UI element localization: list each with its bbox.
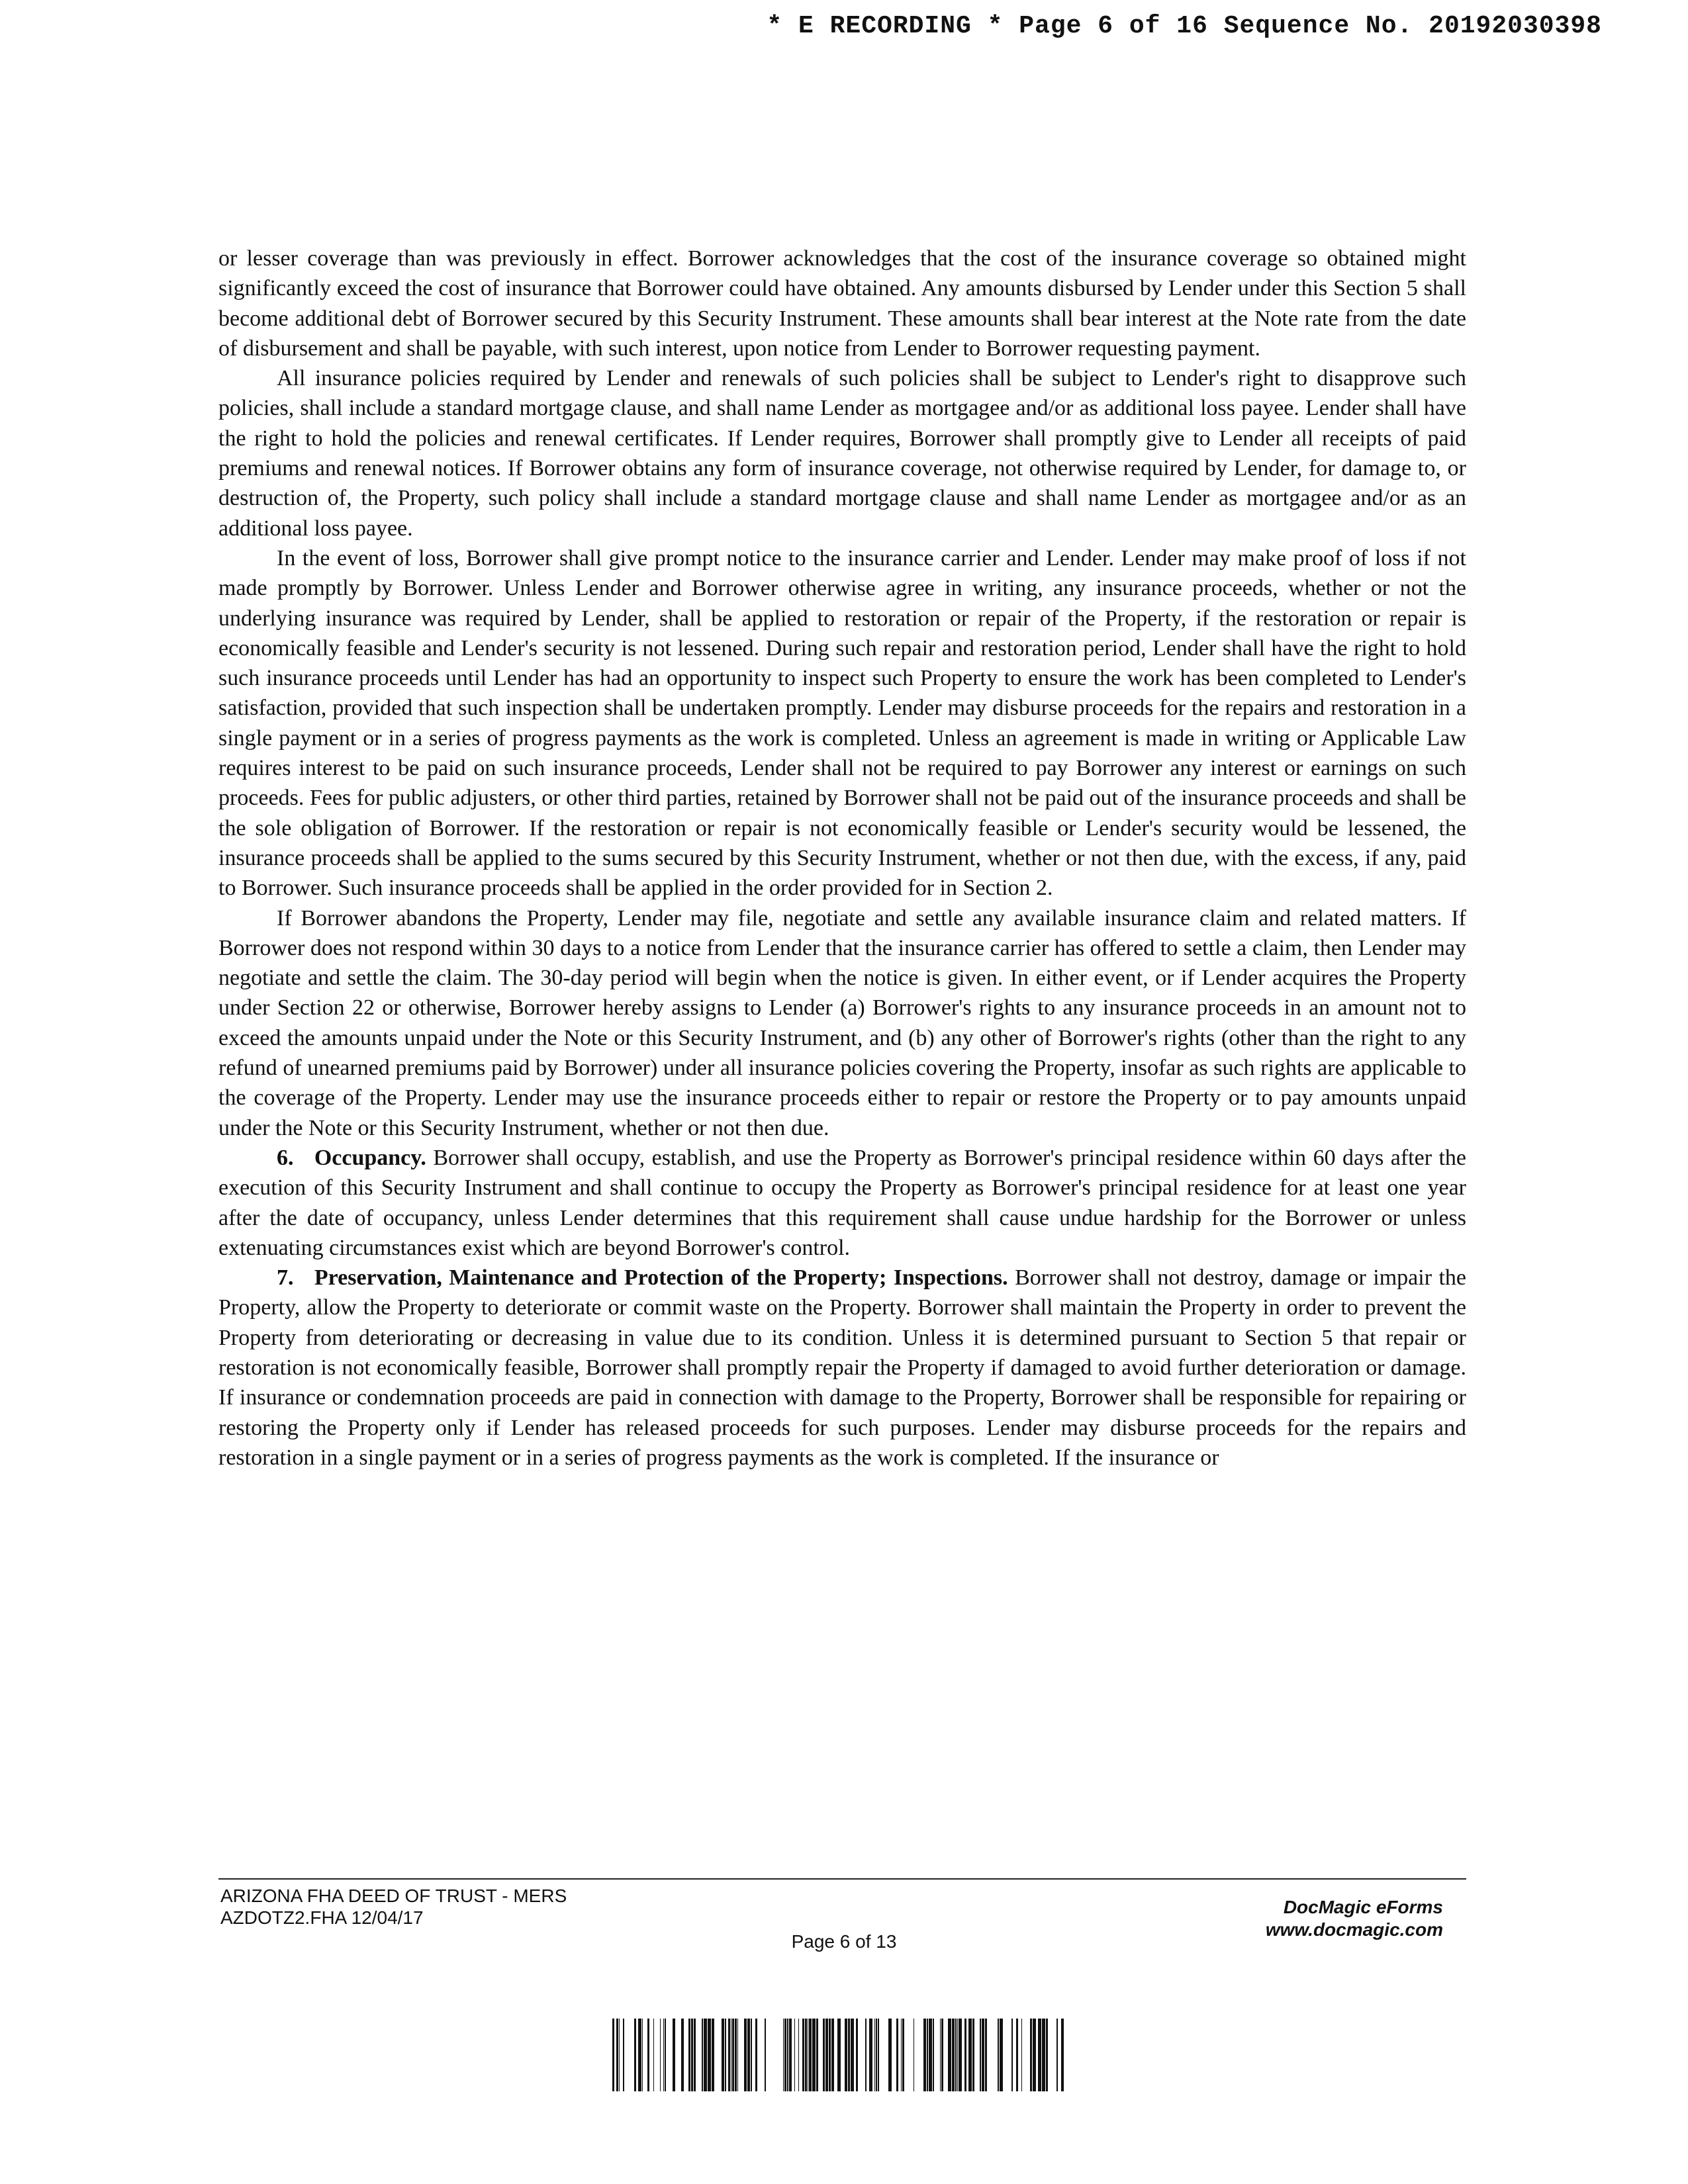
footer-divider — [218, 1878, 1466, 1880]
recording-stamp: * E RECORDING * Page 6 of 16 Sequence No. 20192030398 — [767, 12, 1602, 40]
paragraph-event-of-loss: In the event of loss, Borrower shall give prompt notice to the insurance carrier and Lender. Lender may make proof of loss if not made promptly by Borrower. Unless Lender and Borrower otherwise agree in writing, any insurance proceeds, whether or not the underlying insurance was required by Lender, shall be applied to restoration or repair of the Property, if the restoration or repair is economically feasible and Lender's security is not lessened. During such repair and restoration period, Lender shall have the right to hold such insurance proceeds until Lender has had an opportunity to inspect such Property to ensure the work has been completed to Lender's satisfaction, provided that such inspection shall be undertaken promptly. Lender may disburse proceeds for the repairs and restoration in a single payment or in a series of progress payments as the work is completed. Unless an agreement is made in writing or Applicable Law requires interest to be paid on such insurance proceeds, Lender shall not be required to pay Borrower any interest or earnings on such proceeds. Fees for public adjusters, or other third parties, retained by Borrower shall not be paid out of the insurance proceeds and shall be the sole obligation of Borrower. If the restoration or repair is not economically feasible or Lender's security would be lessened, the insurance proceeds shall be applied to the sums secured by this Security Instrument, whether or not then due, with the excess, if any, paid to Borrower. Such insurance proceeds shall be applied in the order provided for in Section 2. — [218, 545, 1466, 901]
section-7-title: Preservation, Maintenance and Protection of the Property; Inspections. — [314, 1265, 1008, 1291]
section-6-title: Occupancy. — [314, 1145, 426, 1170]
footer-page-number: Page 6 of 13 — [791, 1931, 897, 1952]
paragraph-insurance-policies: All insurance policies required by Lender and renewals of such policies shall be subject to Lender's right to disapprove such policies, shall include a standard mortgage clause, and shall name Lender as mortgagee and/or as additional loss payee. Lender shall have the right to hold the policies and renewal certificates. If Lender requires, Borrower shall promptly give to Lender all receipts of paid premiums and renewal notices. If Borrower obtains any form of insurance coverage, not otherwise required by Lender, for damage to, or destruction of, the Property, such policy shall include a standard mortgage clause and shall name Lender as mortgagee and/or as an additional loss payee. — [218, 366, 1466, 541]
section-7-number: 7. — [277, 1265, 294, 1291]
section-6-number: 6. — [277, 1145, 294, 1170]
footer-form-info — [220, 1885, 567, 1929]
footer-form-code: AZDOTZ2.FHA 12/04/17 — [220, 1907, 424, 1928]
paragraph-continuation: or lesser coverage than was previously in effect. Borrower acknowledges that the cost of the insurance coverage so obtained might significantly exceed the cost of insurance that Borrower could have obtained. Any amounts disbursed by Lender under this Section 5 shall become additional debt of Borrower secured by this Security Instrument. These amounts shall bear interest at the Note rate from the date of disbursement and shall be payable, with such interest, upon notice from Lender to Borrower requesting payment. — [218, 246, 1466, 361]
footer-website: www.docmagic.com — [1265, 1919, 1443, 1940]
section-7-preservation — [218, 1263, 1466, 1473]
footer-brand-block — [1266, 1896, 1443, 1941]
document-body — [218, 244, 1466, 1473]
barcode-image — [612, 2019, 1069, 2091]
section-6-occupancy — [218, 1143, 1466, 1263]
section-6-text: Borrower shall occupy, establish, and use the Property as Borrower's principal residence within 60 days after the execution of this Security Instrument and shall continue to occupy the Property as Borrower's principal residence for at least one year after the date of occupancy, unless Lender determines that this requirement shall cause undue hardship for the Borrower or unless extenuating circumstances exist which are beyond Borrower's control. — [218, 1145, 1467, 1260]
paragraph-abandonment: If Borrower abandons the Property, Lender may file, negotiate and settle any available insurance claim and related matters. If Borrower does not respond within 30 days to a notice from Lender that the insurance carrier has offered to settle a claim, then Lender may negotiate and settle the claim. The 30-day period will begin when the notice is given. In either event, or if Lender acquires the Property under Section 22 or otherwise, Borrower hereby assigns to Lender (a) Borrower's rights to any insurance proceeds in an amount not to exceed the amounts unpaid under the Note or this Security Instrument, and (b) any other of Borrower's rights (other than the right to any refund of unearned premiums paid by Borrower) under all insurance policies covering the Property, insofar as such rights are applicable to the coverage of the Property. Lender may use the insurance proceeds either to repair or restore the Property or to pay amounts unpaid under the Note or this Security Instrument, whether or not then due. — [218, 905, 1466, 1140]
footer-brand-logo: DocMagic eForms — [1283, 1897, 1443, 1917]
footer-form-title: ARIZONA FHA DEED OF TRUST - MERS — [220, 1886, 567, 1906]
section-7-text: Borrower shall not destroy, damage or impair the Property, allow the Property to deteriorate or commit waste on the Property. Borrower shall maintain the Property in order to prevent the Property from deteriorating or decreasing in value due to its condition. Unless it is determined pursuant to Section 5 that repair or restoration is not economically feasible, Borrower shall promptly repair the Property if damaged to avoid further deterioration or damage. If insurance or condemnation proceeds are paid in connection with damage to the Property, Borrower shall be responsible for repairing or restoring the Property only if Lender has released proceeds for such purposes. Lender may disburse proceeds for the repairs and restoration in a single payment or in a series of progress payments as the work is completed. If the insurance or — [218, 1265, 1467, 1470]
